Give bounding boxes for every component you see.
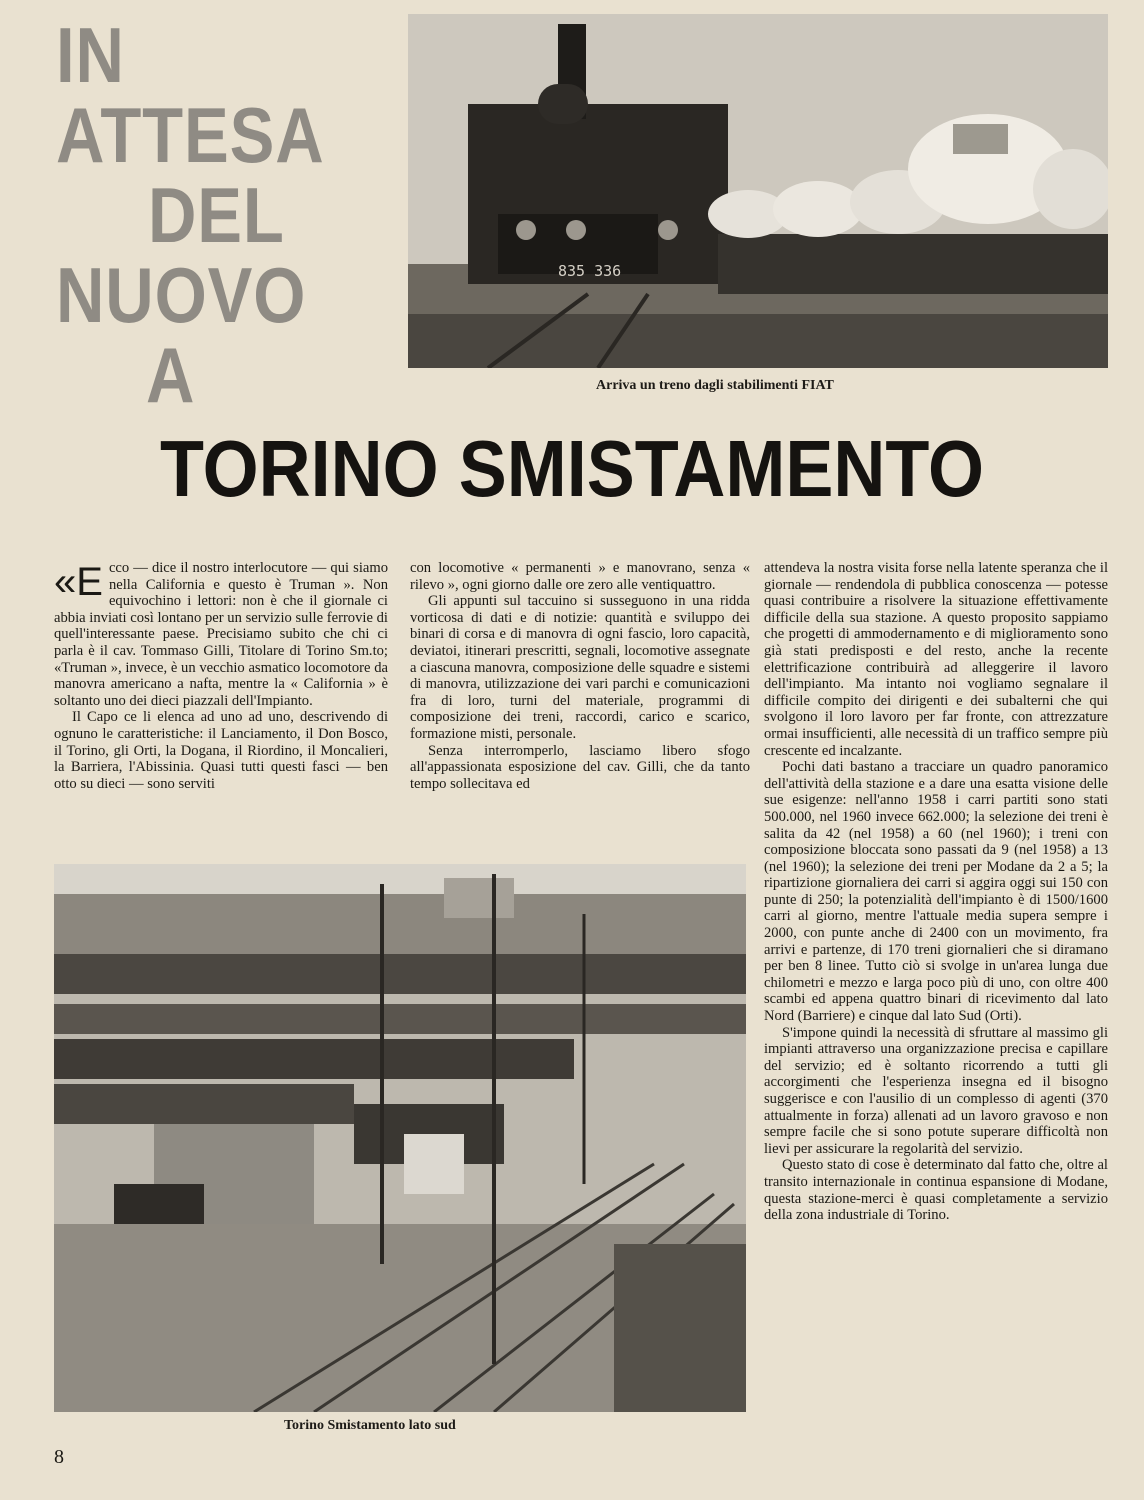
headline-line-4: NUOVO (56, 251, 307, 339)
paragraph: attendeva la nostra visita forse nella latente speranza che il giornale — rendendola di pubblica conoscenza — potesse quasi contribuire a risolvere la situazione effettivamente difficile della sua stazione. A questo proposito sappiamo che progetti di ammodernamento e di miglioramento sono già stati predisposti e del resto, anche la recente elettrificazione contribuirà ad alleggerire il lavoro dell'impianto. Ma intanto noi vogliamo segnalare il difficile compito dei dirigenti e dei subalterni che qui svolgono il loro lavoro per far fronte, con attrezzature ormai insufficienti, alle necessità di un traffico sempre più crescente ed incalzante. (764, 560, 1108, 759)
paragraph-text: cco — dice il nostro interlocutore — qui siamo nella California e questo è Truman ». Non equivochino i lettori: non è che il giornale ci abbia inviati così lontano per un servizio sulle ferrovie di quell'interessante paese. Precisiamo subito che chi ci parla è il cav. Tommaso Gilli, Titolare di Torino Sm.to; «Truman », invece, è un vecchio asmatico locomotore da manovra americano a nafta, mentre la « California » è soltanto uno dei dieci piazzali dell'Impianto. (54, 560, 388, 709)
photo-caption-top: Arriva un treno dagli stabilimenti FIAT (596, 378, 834, 393)
photo-fiat-train (408, 14, 1108, 368)
paragraph: con locomotive « permanenti » e manovrano, senza « rilevo », ogni giorno dalle ore zero alle ventiquattro. (410, 560, 750, 593)
locomotive-number: 835 336 (558, 262, 622, 280)
headline-line-5: A (146, 331, 196, 419)
paragraph: Senza interromperlo, lasciamo libero sfogo all'appassionata esposizione del cav. Gilli, che da tanto tempo sollecitava ed (410, 742, 750, 792)
paragraph: Pochi dati bastano a tracciare un quadro panoramico dell'attività della stazione e a dare una esatta visione delle sue esigenze: nell'anno 1958 i carri partiti sono stati 500.000, nel 1960 invece 662.000; la selezione dei treni è salita da 42 (nel 1958) a 60 (nel 1960); i treni con composizione bloccata sono passati da 9 (nel 1958) a 13 (nel 1960); la selezione dei treni per Modane da 2 a 5; la ripartizione giornaliera dei carri si aggira oggi sui 150 con punte di 250; la potenzialità dell'impianto è di 1500/1600 carri al giorno, mentre l'attuale media supera sempre i 2000, con punte anche di 2400 con un movimento, fra arrivi e partenze, di 170 treni giornalieri che si diramano per ben 8 linee. Tutto ciò si svolge in un'area lunga due chilometri e mezzo e larga poco più di uno, con oltre 400 scambi ed appena quattro binari di ricevimento dal lato Nord (Barriere) e cinque dal lato Sud (Orti). (764, 759, 1108, 1025)
headline-line-3: DEL (148, 171, 285, 259)
photo-rail-yard-image (54, 864, 746, 1412)
headline-main: TORINO SMISTAMENTO (160, 424, 985, 513)
photo-rail-yard (54, 864, 746, 1412)
photo-caption-bottom: Torino Smistamento lato sud (284, 1418, 456, 1433)
article-column-1 (54, 560, 388, 792)
paragraph (54, 560, 388, 709)
article-column-2 (410, 560, 750, 792)
photo-fiat-train-image (408, 14, 1108, 368)
drop-cap: «E (54, 560, 103, 604)
paragraph: Gli appunti sul taccuino si susseguono in una ridda vorticosa di dati e di notizie: quantità e sviluppo dei binari di corsa e di manovra di ogni fascio, loro capacità, deviatoi, itinerari prescritti, segnali, locomotive assegnate a ciascuna manovra, composizione delle squadre e sistemi di manovra, utilizzazione dei vari parchi e comunicazioni fra di loro, turni del materiale, programmi di composizione dei treni, raccordi, carico e scarico, formazione misti, personale. (410, 593, 750, 742)
article-column-3 (764, 560, 1108, 1224)
page-number: 8 (54, 1446, 64, 1468)
paragraph: S'impone quindi la necessità di sfruttare al massimo gli impianti attraverso una organizzazione precisa e capillare del servizio; ed è soltanto ricorrendo a tutti gli accorgimenti che l'esperienza insegna ed il bisogno suggerisce e con l'ausilio di un complesso di agenti (370 attualmente in forza) allenati ad un lavoro gravoso e non sempre facile che si sono potute superare difficoltà non lievi per assicurare la regolarità del servizio. (764, 1024, 1108, 1157)
headline-line-1: IN (56, 11, 125, 99)
paragraph: Questo stato di cose è determinato dal fatto che, oltre al transito internazionale in continua espansione di Modane, questa stazione-merci è quasi completamente a servizio della zona industriale di Torino. (764, 1157, 1108, 1224)
headline-line-2: ATTESA (56, 91, 325, 179)
paragraph: Il Capo ce li elenca ad uno ad uno, descrivendo di ognuno le caratteristiche: il Lanciamento, il Don Bosco, il Torino, gli Orti, la Dogana, il Riordino, il Moncalieri, la Barriera, l'Abissinia. Quasi tutti questi fasci — ben otto su dieci — sono serviti (54, 709, 388, 792)
